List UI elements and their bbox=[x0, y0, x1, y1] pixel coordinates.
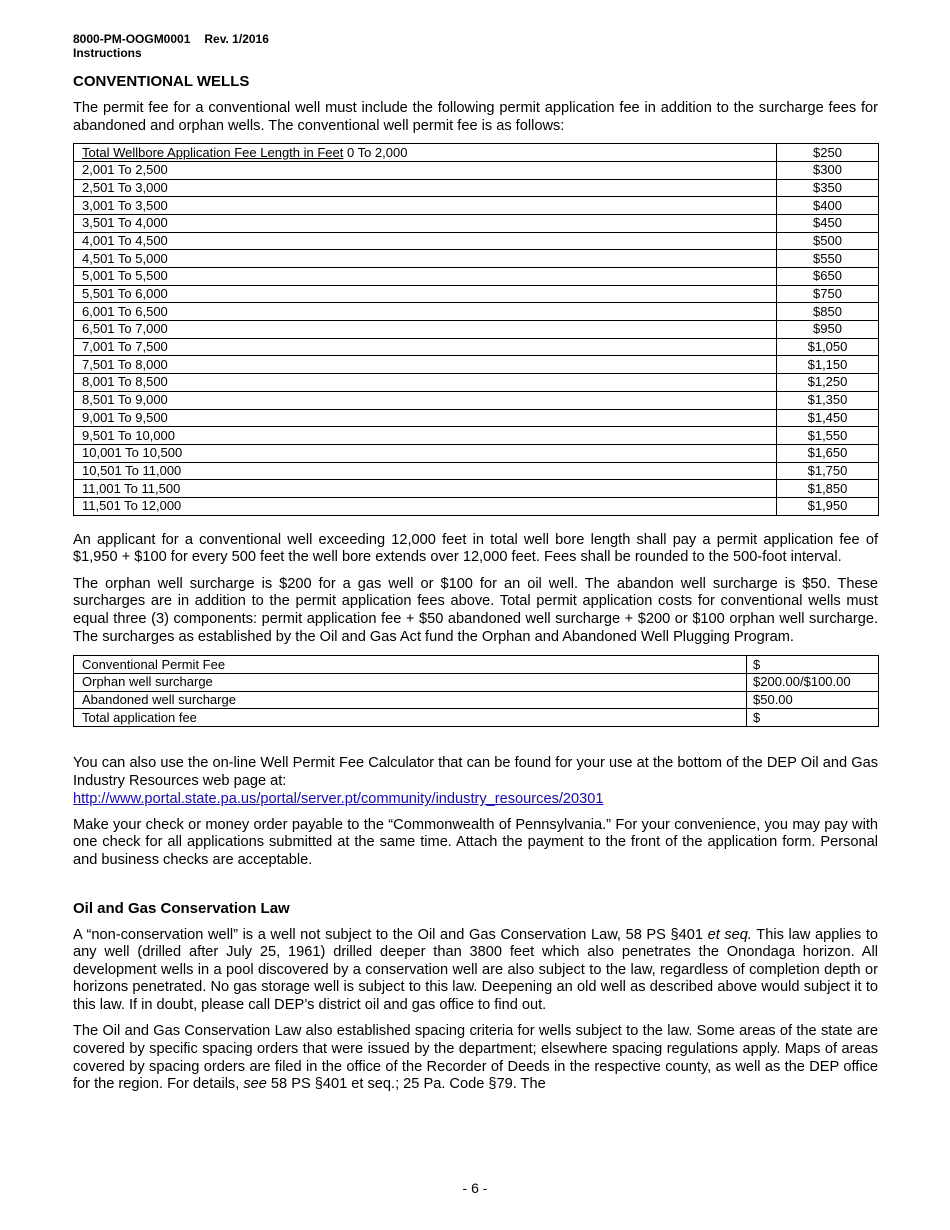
conservation-p1-text: A “non-conservation well” is a well not subject to the Oil and Gas Conservation Law, 58 PS §401 bbox=[73, 926, 708, 943]
fee-amount-cell: $450 bbox=[777, 214, 879, 232]
summary-table-row bbox=[74, 709, 879, 727]
fee-table-header-label: Total Wellbore Application Fee Length in Feet bbox=[82, 144, 344, 160]
conservation-law-heading: Oil and Gas Conservation Law bbox=[73, 899, 290, 917]
fee-range-cell: 5,501 To 6,000 bbox=[74, 285, 777, 303]
fee-range-cell: 3,001 To 3,500 bbox=[74, 197, 777, 215]
exceeding-fee-paragraph: An applicant for a conventional well exceeding 12,000 feet in total well bore length shall pay a permit application fee of $1,950 + $100 for every 500 feet the well bore extends over 12,000 feet. Fees shall be rounded to the 500-foot interval. bbox=[73, 531, 878, 566]
fee-range-cell: 9,001 To 9,500 bbox=[74, 409, 777, 427]
fee-range-cell: 3,501 To 4,000 bbox=[74, 214, 777, 232]
fee-range-cell: 2,001 To 2,500 bbox=[74, 161, 777, 179]
fee-amount-cell: $350 bbox=[777, 179, 879, 197]
fee-amount-cell: $850 bbox=[777, 303, 879, 321]
fee-range-cell: 8,001 To 8,500 bbox=[74, 374, 777, 392]
fee-table-row bbox=[74, 321, 879, 339]
fee-amount-cell: $400 bbox=[777, 197, 879, 215]
fee-table-row bbox=[74, 232, 879, 250]
fee-table-row bbox=[74, 356, 879, 374]
form-number: 8000-PM-OOGM0001 bbox=[73, 32, 191, 46]
fee-table-row bbox=[74, 268, 879, 286]
fee-table-row bbox=[74, 480, 879, 498]
fee-amount-cell: $1,250 bbox=[777, 374, 879, 392]
payment-paragraph: Make your check or money order payable to the “Commonwealth of Pennsylvania.” For your convenience, you may pay with one check for all applications submitted at the same time. Attach the payment to the front of the application form. Personal and business checks are acceptable. bbox=[73, 816, 878, 868]
form-header bbox=[73, 32, 878, 60]
conservation-p2-italic: see bbox=[243, 1076, 267, 1093]
fee-amount-cell: $550 bbox=[777, 250, 879, 268]
summary-table-row bbox=[74, 691, 879, 709]
industry-resources-link[interactable]: http://www.portal.state.pa.us/portal/server.pt/community/industry_resources/20301 bbox=[73, 791, 604, 808]
fee-amount-cell: $950 bbox=[777, 321, 879, 339]
conventional-intro-paragraph: The permit fee for a conventional well must include the following permit application fee in addition to the surcharge fees for abandoned and orphan wells. The conventional well permit fee is as follows: bbox=[73, 100, 878, 134]
permit-fee-table-body bbox=[74, 144, 879, 515]
fee-table-row bbox=[74, 179, 879, 197]
fee-summary-table-body bbox=[74, 656, 879, 727]
fee-table-row bbox=[74, 161, 879, 179]
fee-table-row bbox=[74, 374, 879, 392]
conservation-p2-text-cont: 58 PS §401 et seq.; 25 Pa. Code §79. The bbox=[266, 1076, 546, 1093]
summary-table-row bbox=[74, 656, 879, 674]
conservation-paragraph-2 bbox=[73, 1023, 878, 1093]
fee-amount-cell: $300 bbox=[777, 161, 879, 179]
fee-amount-cell: $250 bbox=[777, 144, 879, 162]
fee-table-row bbox=[74, 444, 879, 462]
fee-amount-cell: $1,350 bbox=[777, 391, 879, 409]
fee-amount-cell: $1,850 bbox=[777, 480, 879, 498]
fee-range-cell: 6,001 To 6,500 bbox=[74, 303, 777, 321]
fee-range-cell: 11,001 To 11,500 bbox=[74, 480, 777, 498]
fee-range-cell: 4,001 To 4,500 bbox=[74, 232, 777, 250]
fee-table-row bbox=[74, 214, 879, 232]
fee-range-cell: 4,501 To 5,000 bbox=[74, 250, 777, 268]
fee-amount-cell: $750 bbox=[777, 285, 879, 303]
summary-value-cell: $50.00 bbox=[747, 691, 879, 709]
fee-amount-cell: $1,150 bbox=[777, 356, 879, 374]
fee-table-row bbox=[74, 303, 879, 321]
document-page bbox=[73, 32, 878, 1094]
summary-value-cell: $200.00/$100.00 bbox=[747, 673, 879, 691]
fee-range-cell: 7,001 To 7,500 bbox=[74, 338, 777, 356]
conservation-p2-text: The Oil and Gas Conservation Law also established spacing criteria for wells subject to the law. Some areas of the state are covered by specific spacing orders that were issued by the department; elsewhere spacing regulations apply. Maps of areas covered by spacing orders are filed in the office of the Recorder of Deeds in the respective county, as well as the DEP office for the region. For details, bbox=[73, 1023, 878, 1093]
fee-summary-table bbox=[73, 655, 879, 727]
fee-table-row bbox=[74, 285, 879, 303]
fee-amount-cell: $500 bbox=[777, 232, 879, 250]
fee-range-cell: 6,501 To 7,000 bbox=[74, 321, 777, 339]
page-number: - 6 - bbox=[462, 1180, 488, 1196]
summary-label-cell: Orphan well surcharge bbox=[74, 673, 747, 691]
fee-range-cell: 2,501 To 3,000 bbox=[74, 179, 777, 197]
fee-amount-cell: $1,550 bbox=[777, 427, 879, 445]
fee-range-cell: 11,501 To 12,000 bbox=[74, 497, 777, 515]
conventional-wells-heading: CONVENTIONAL WELLS bbox=[73, 73, 250, 90]
fee-amount-cell: $1,650 bbox=[777, 444, 879, 462]
conservation-p1-text-cont: This law applies to any well (drilled after July 25, 1961) drilled deeper than 3800 feet which also penetrates the Onondaga horizon. All development wells in a pool discovered by a conservation well are also subject to the law, regardless of completion depth or horizons penetrated. No gas storage well is subject to this law. Deepening an old well as described above would subject it to this law. If in doubt, please call DEP’s district oil and gas office to find out. bbox=[73, 926, 879, 1013]
fee-range-cell: 10,001 To 10,500 bbox=[74, 444, 777, 462]
fee-range-cell: 10,501 To 11,000 bbox=[74, 462, 777, 480]
fee-calculator-paragraph: You can also use the on-line Well Permit Fee Calculator that can be found for your use at the bottom of the DEP Oil and Gas Industry Resources web page at: bbox=[73, 754, 878, 789]
fee-amount-cell: $1,050 bbox=[777, 338, 879, 356]
summary-label-cell: Conventional Permit Fee bbox=[74, 656, 747, 674]
fee-range-cell: 8,501 To 9,000 bbox=[74, 391, 777, 409]
conservation-p1-italic: et seq. bbox=[707, 926, 752, 943]
fee-table-row bbox=[74, 391, 879, 409]
summary-label-cell: Total application fee bbox=[74, 709, 747, 727]
fee-table-row bbox=[74, 250, 879, 268]
summary-table-row bbox=[74, 673, 879, 691]
permit-fee-table bbox=[73, 143, 879, 515]
form-revision: Rev. 1/2016 bbox=[204, 32, 269, 46]
conservation-paragraph-1 bbox=[73, 927, 878, 1015]
form-subtitle: Instructions bbox=[73, 46, 142, 60]
fee-amount-cell: $650 bbox=[777, 268, 879, 286]
summary-label-cell: Abandoned well surcharge bbox=[74, 691, 747, 709]
fee-range-cell bbox=[74, 144, 777, 162]
fee-amount-cell: $1,750 bbox=[777, 462, 879, 480]
fee-range-first: 0 To 2,000 bbox=[343, 144, 408, 160]
fee-table-row bbox=[74, 197, 879, 215]
fee-range-cell: 9,501 To 10,000 bbox=[74, 427, 777, 445]
fee-table-row bbox=[74, 497, 879, 515]
fee-amount-cell: $1,450 bbox=[777, 409, 879, 427]
fee-table-row bbox=[74, 144, 879, 162]
fee-table-row bbox=[74, 462, 879, 480]
fee-table-row bbox=[74, 427, 879, 445]
fee-range-cell: 7,501 To 8,000 bbox=[74, 356, 777, 374]
fee-range-cell: 5,001 To 5,500 bbox=[74, 268, 777, 286]
surcharge-paragraph: The orphan well surcharge is $200 for a gas well or $100 for an oil well. The abandon well surcharge is $50. These surcharges are in addition to the permit application fees above. Total permit application costs for conventional wells must equal three (3) components: permit application fee + $50 abandoned well surcharge + $200 or $100 orphan well surcharge. The surcharges as established by the Oil and Gas Act fund the Orphan and Abandoned Well Plugging Program. bbox=[73, 575, 878, 645]
fee-table-row bbox=[74, 409, 879, 427]
fee-table-row bbox=[74, 338, 879, 356]
summary-value-cell: $ bbox=[747, 709, 879, 727]
fee-amount-cell: $1,950 bbox=[777, 497, 879, 515]
summary-value-cell: $ bbox=[747, 656, 879, 674]
